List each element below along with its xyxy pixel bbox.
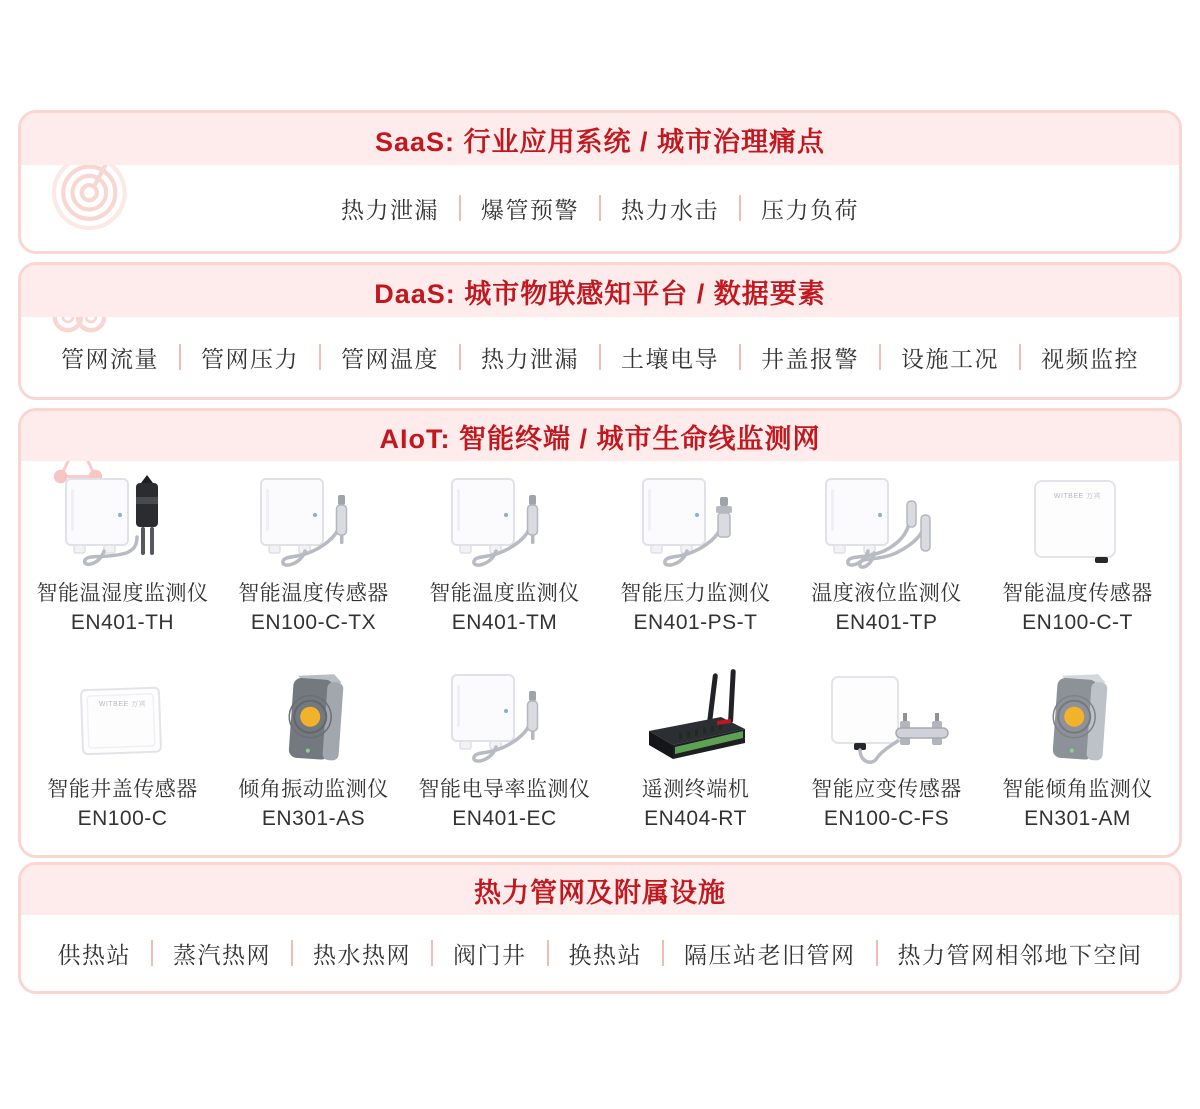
pressure-monitor-image xyxy=(612,469,780,579)
aiot-title: AIoT: 智能终端 / 城市生命线监测网 xyxy=(379,423,821,454)
device-name: 智能温度监测仪 xyxy=(429,582,580,605)
witbee-brand-label: WITBEE 万宾 xyxy=(1053,493,1102,500)
device-name: 智能井盖传感器 xyxy=(47,778,198,801)
saas-title: SaaS: 行业应用系统 / 城市治理痛点 xyxy=(374,126,826,157)
saas-header-band xyxy=(21,113,1179,165)
device-card xyxy=(982,665,1173,858)
data-element-item: 视频监控 xyxy=(1041,345,1139,372)
pain-point-item: 热力泄漏 xyxy=(341,196,439,223)
saas-body xyxy=(21,165,1179,251)
pipeline-items-row xyxy=(38,937,1163,970)
pipeline-body xyxy=(21,915,1179,991)
device-name: 智能压力监测仪 xyxy=(620,582,771,605)
device-name: 智能电导率监测仪 xyxy=(418,778,591,801)
daas-section xyxy=(18,262,1182,400)
device-model: EN100-C-FS xyxy=(823,807,950,830)
device-model: EN401-TM xyxy=(451,611,558,634)
device-card xyxy=(27,665,218,858)
device-card xyxy=(218,469,409,665)
daas-items-row xyxy=(41,341,1159,374)
device-model: EN100-C xyxy=(77,807,168,830)
strain-sensor-image xyxy=(803,665,971,775)
facility-item: 阀门井 xyxy=(453,941,527,968)
device-card xyxy=(791,469,982,665)
pain-point-item: 爆管预警 xyxy=(481,196,579,223)
witbee-brand-label: WITBEE 万宾 xyxy=(98,701,147,708)
device-name: 遥测终端机 xyxy=(641,778,750,801)
device-model: EN301-AM xyxy=(1024,807,1131,830)
device-name: 智能倾角监测仪 xyxy=(1002,778,1153,801)
device-name: 温度液位监测仪 xyxy=(811,582,962,605)
facility-item: 供热站 xyxy=(57,941,131,968)
temp-sensor-image xyxy=(230,469,398,579)
device-model: EN401-TP xyxy=(835,611,938,634)
pain-point-item: 压力负荷 xyxy=(761,196,859,223)
pipeline-title: 热力管网及附属设施 xyxy=(474,877,726,908)
data-element-item: 管网温度 xyxy=(341,345,439,372)
daas-body xyxy=(21,317,1179,397)
device-name: 倾角振动监测仪 xyxy=(238,778,389,801)
temp-monitor-image xyxy=(421,469,589,579)
device-model: EN301-AS xyxy=(261,807,366,830)
facility-item: 蒸汽热网 xyxy=(173,941,271,968)
device-model: EN401-TH xyxy=(70,611,175,634)
facility-item: 热力管网相邻地下空间 xyxy=(897,941,1143,968)
pain-point-item: 热力水击 xyxy=(621,196,719,223)
data-element-item: 井盖报警 xyxy=(761,345,859,372)
daas-title: DaaS: 城市物联感知平台 / 数据要素 xyxy=(374,278,826,309)
tilt-monitor-image xyxy=(994,665,1162,775)
data-element-item: 管网压力 xyxy=(201,345,299,372)
device-card xyxy=(409,665,600,858)
aiot-section xyxy=(18,408,1182,858)
device-card xyxy=(409,469,600,665)
device-grid xyxy=(27,461,1173,855)
data-element-item: 管网流量 xyxy=(61,345,159,372)
manhole-sensor-image xyxy=(39,665,207,775)
telemetry-terminal-image xyxy=(612,665,780,775)
facility-item: 换热站 xyxy=(568,941,642,968)
pipeline-section xyxy=(18,862,1182,994)
temp-sensor-box-image xyxy=(994,469,1162,579)
device-model: EN100-C-T xyxy=(1022,611,1133,634)
pipeline-header-band xyxy=(21,865,1179,915)
daas-header-band xyxy=(21,265,1179,317)
temp-humidity-monitor-image xyxy=(39,469,207,579)
facility-item: 隔压站老旧管网 xyxy=(684,941,856,968)
device-model: EN401-PS-T xyxy=(633,611,758,634)
data-element-item: 设施工况 xyxy=(901,345,999,372)
device-model: EN100-C-TX xyxy=(250,611,377,634)
device-name: 智能温湿度监测仪 xyxy=(36,582,209,605)
temp-level-monitor-image xyxy=(803,469,971,579)
facility-item: 热水热网 xyxy=(313,941,411,968)
saas-items-row xyxy=(321,192,879,225)
tilt-vibration-monitor-image xyxy=(230,665,398,775)
device-name: 智能应变传感器 xyxy=(811,778,962,801)
data-element-item: 土壤电导 xyxy=(621,345,719,372)
conductivity-monitor-image xyxy=(421,665,589,775)
aiot-header-band xyxy=(21,411,1179,461)
saas-section xyxy=(18,110,1182,254)
device-card xyxy=(600,469,791,665)
device-name: 智能温度传感器 xyxy=(1002,582,1153,605)
device-model: EN404-RT xyxy=(644,807,747,830)
device-model: EN401-EC xyxy=(452,807,557,830)
device-card xyxy=(982,469,1173,665)
device-card xyxy=(791,665,982,858)
device-card xyxy=(218,665,409,858)
device-name: 智能温度传感器 xyxy=(238,582,389,605)
device-card xyxy=(27,469,218,665)
data-element-item: 热力泄漏 xyxy=(481,345,579,372)
device-card xyxy=(600,665,791,858)
